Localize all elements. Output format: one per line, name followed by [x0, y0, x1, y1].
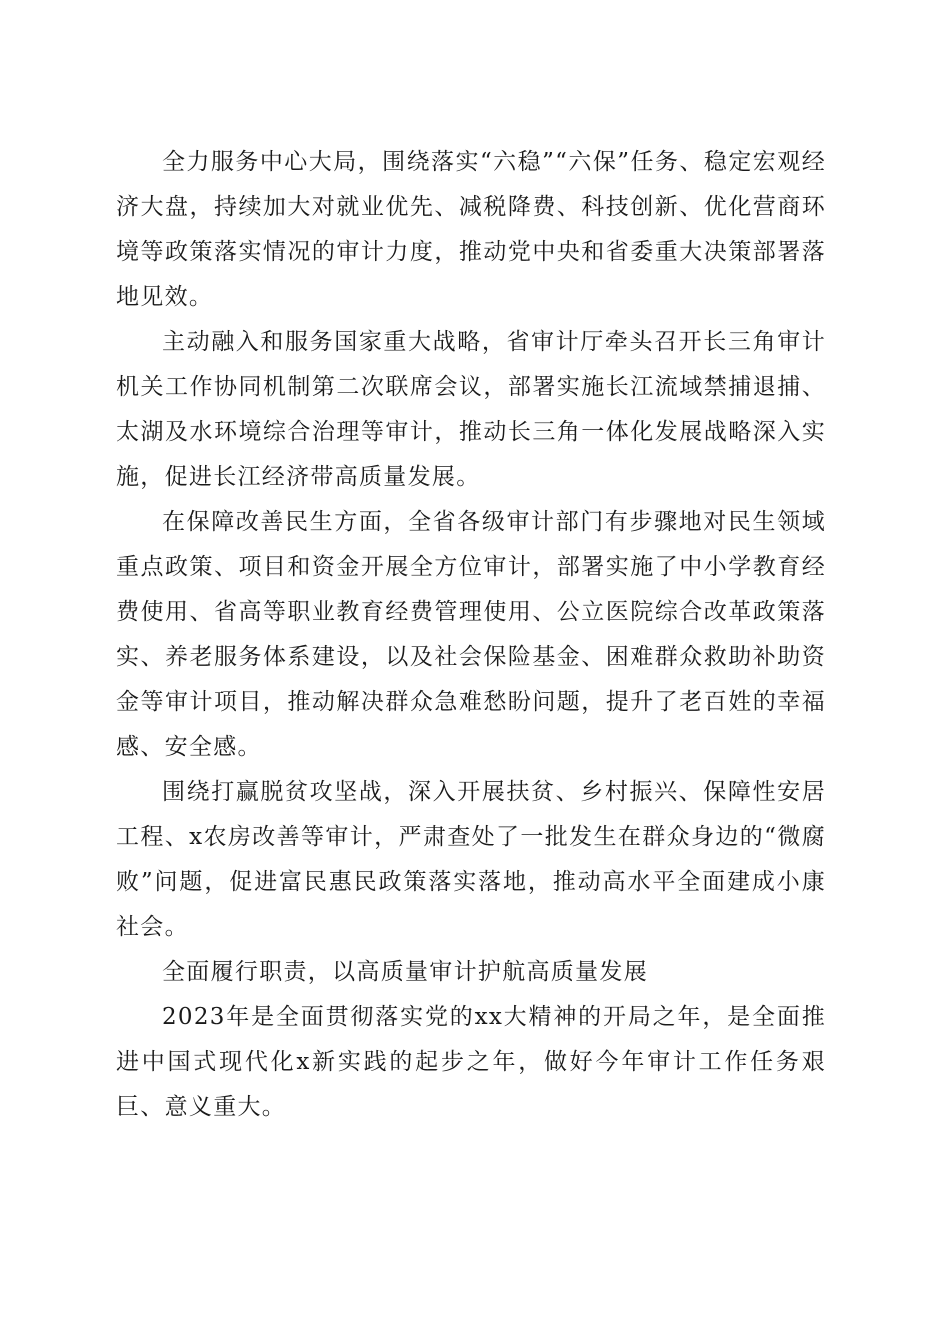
paragraph-poverty-alleviation: 围绕打赢脱贫攻坚战，深入开展扶贫、乡村振兴、保障性安居工程、x农房改善等审计，严肃查处了一批发生在群众身边的“微腐败”问题，促进富民惠民政策落实落地，推动高水平全面建成小康社会。 [116, 779, 826, 940]
section-heading: 全面履行职责，以高质量审计护航高质量发展 [162, 959, 648, 985]
paragraph-2023-outlook: 2023年是全面贯彻落实党的xx大精神的开局之年，是全面推进中国式现代化x新实践的起步之年，做好今年审计工作任务艰巨、意义重大。 [116, 1004, 826, 1120]
paragraph-livelihood: 在保障改善民生方面，全省各级审计部门有步骤地对民生领域重点政策、项目和资金开展全方位审计，部署实施了中小学教育经费使用、省高等职业教育经费管理使用、公立医院综合改革政策落实、养老服务体系建设，以及社会保险基金、困难群众救助补助资金等审计项目，推动解决群众急难愁盼问题，提升了老百姓的幸福感、安全感。 [116, 509, 826, 760]
paragraph-national-strategy: 主动融入和服务国家重大战略，省审计厅牵头召开长三角审计机关工作协同机制第二次联席会议，部署实施长江流域禁捕退捕、太湖及水环境综合治理等审计，推动长三角一体化发展战略深入实施，促进长江经济带高质量发展。 [116, 329, 826, 490]
paragraph-central-services: 全力服务中心大局，围绕落实“六稳”“六保”任务、稳定宏观经济大盘，持续加大对就业优先、减税降费、科技创新、优化营商环境等政策落实情况的审计力度，推动党中央和省委重大决策部署落地见效。 [116, 149, 826, 310]
document-body [116, 140, 826, 1130]
